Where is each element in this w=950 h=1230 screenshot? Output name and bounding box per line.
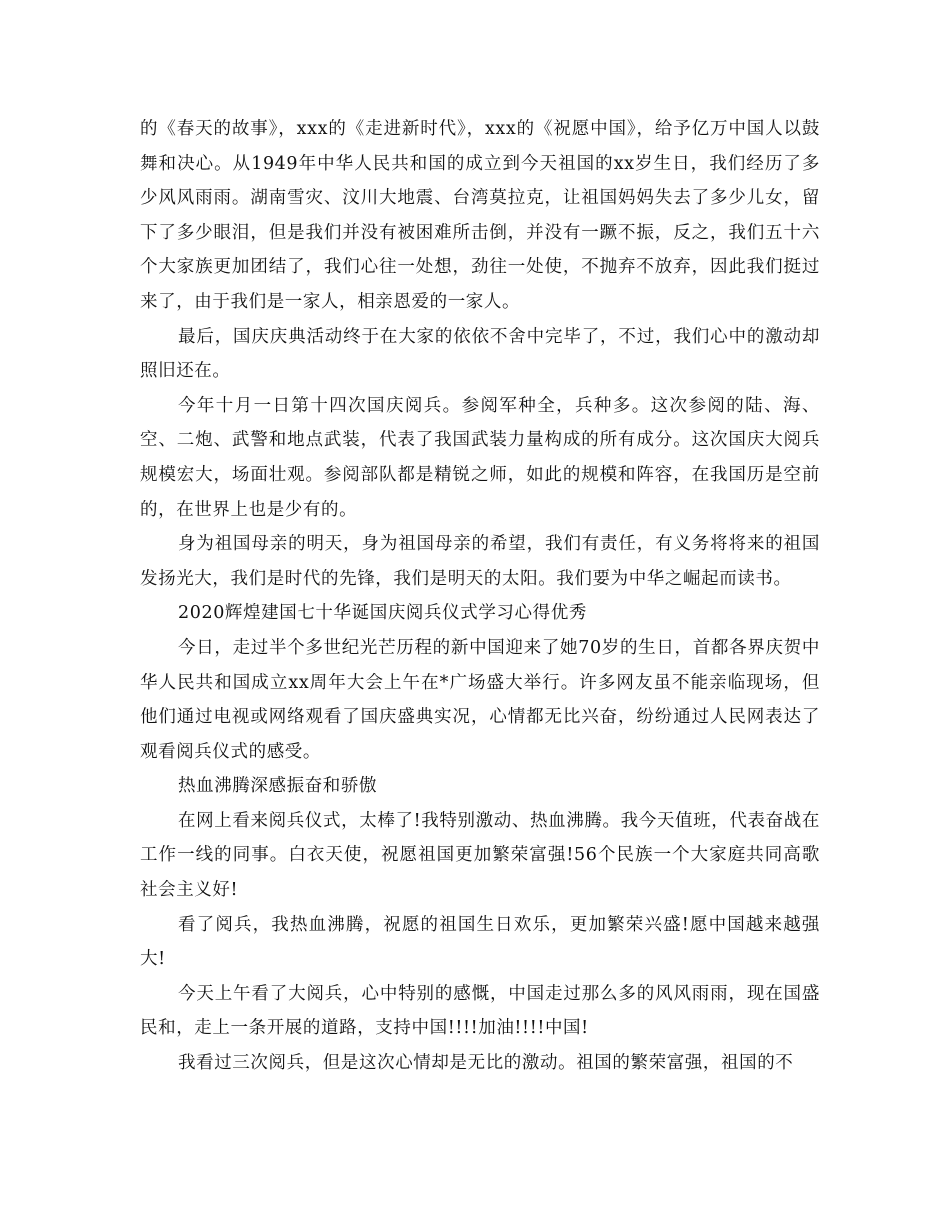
paragraph-netizen-reaction-1: 在网上看来阅兵仪式，太棒了!我特别激动、热血沸腾。我今天值班，代表奋战在工作一线的同事。白衣天使，祝愿祖国更加繁荣富强!56个民族一个大家庭共同高歌社会主义好!: [140, 810, 820, 901]
section-heading-pride: 热血沸腾深感振奋和骄傲: [178, 776, 378, 797]
paragraph-netizen-reaction-3: 今天上午看了大阅兵，心中特别的感慨，中国走过那么多的风风雨雨，现在国盛民和，走上一条开展的道路，支持中国!!!!加油!!!!中国!: [140, 983, 820, 1039]
paragraph-netizen-reaction-2: 看了阅兵，我热血沸腾，祝愿的祖国生日欢乐，更加繁荣兴盛!愿中国越来越强大!: [140, 914, 820, 970]
paragraph-netizen-reaction-4: 我看过三次阅兵，但是这次心情却是无比的激动。祖国的繁荣富强，祖国的不: [178, 1053, 794, 1074]
paragraph-responsibility: 身为祖国母亲的明天，身为祖国母亲的希望，我们有责任，有义务将将来的祖国发扬光大，我们是时代的先锋，我们是明天的太阳。我们要为中华之崛起而读书。: [140, 534, 820, 589]
paragraph-continued-intro: 的《春天的故事》，xxx的《走进新时代》，xxx的《祝愿中国》，给予亿万中国人以鼓舞和决心。从1949年中华人民共和国的成立到今天祖国的xx岁生日，我们经历了多少风风雨雨。湖南雪灾、汶川大地震、台湾莫拉克，让祖国妈妈失去了多少儿女，留下了多少眼泪，但是我们并没有被困难所击倒，并没有一蹶不振，反之，我们五十六个大家族更加团结了，我们心往一处想，劲往一处使，不抛弃不放弃，因此我们挺过来了，由于我们是一家人，相亲恩爱的一家人。: [140, 119, 820, 312]
paragraph-celebration-end: 最后，国庆庆典活动终于在大家的依依不舍中完毕了，不过，我们心中的激动却照旧还在。: [140, 326, 820, 382]
paragraph-parade-overview: 今年十月一日第十四次国庆阅兵。参阅军种全，兵种多。这次参阅的陆、海、空、二炮、武警和地点武装，代表了我国武装力量构成的所有成分。这次国庆大阅兵规模宏大，场面壮观。参阅部队都是精锐之师，如此的规模和阵容，在我国历是空前的，在世界上也是少有的。: [140, 395, 820, 520]
document-body: [140, 112, 820, 1081]
section-heading-study-notes: 2020辉煌建国七十华诞国庆阅兵仪式学习心得优秀: [178, 603, 587, 624]
paragraph-70th-birthday: 今日，走过半个多世纪光芒历程的新中国迎来了她70岁的生日，首都各界庆贺中华人民共和国成立xx周年大会上午在*广场盛大举行。许多网友虽不能亲临现场，但他们通过电视或网络观看了国庆盛典实况，心情都无比兴奋，纷纷通过人民网表达了观看阅兵仪式的感受。: [140, 637, 820, 762]
